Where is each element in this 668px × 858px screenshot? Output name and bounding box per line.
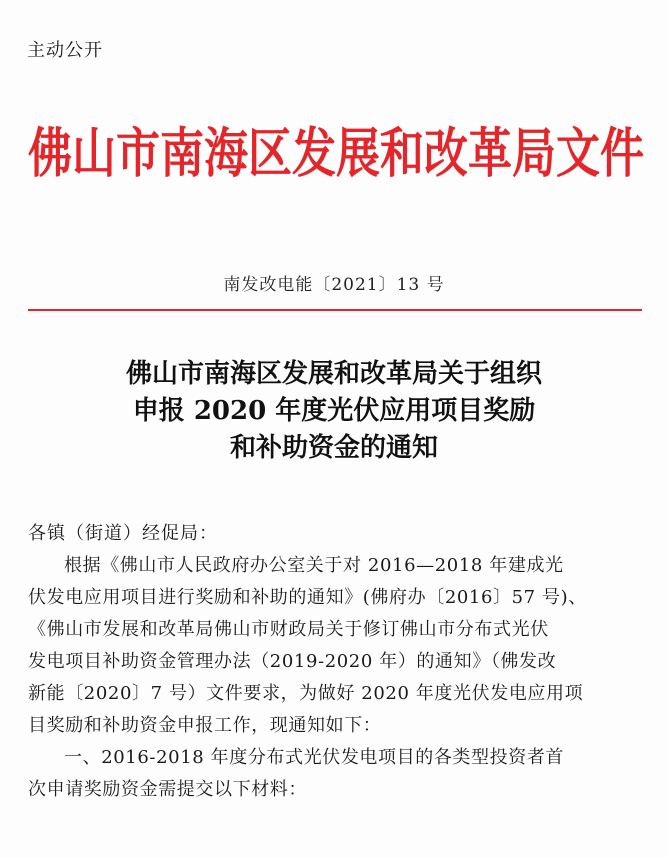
salutation: 各镇（街道）经促局：: [28, 523, 218, 544]
notice-title: [0, 356, 668, 467]
red-divider-line: [28, 309, 642, 311]
paragraph-line: 《佛山市发展和改革局佛山市财政局关于修订佛山市分布式光伏: [28, 619, 549, 640]
disclosure-label: 主动公开: [27, 40, 103, 61]
paragraph-line: 伏发电应用项目进行奖励和补助的通知》(佛府办〔2016〕57 号)、: [28, 587, 587, 608]
paragraph-line: 根据《佛山市人民政府办公室关于对 2016—2018 年建成光: [64, 555, 564, 576]
title-line-3: 和补助资金的通知: [229, 433, 438, 463]
document-number: 南发改电能〔2021〕13 号: [223, 275, 445, 295]
issuer-heading: 佛山市南海区发展和改革局文件: [28, 122, 644, 186]
document-body: [28, 518, 640, 806]
paragraph-line: 发电项目补助资金管理办法（2019-2020 年）的通知》（佛发改: [28, 651, 557, 672]
paragraph-line: 次申请奖励资金需提交以下材料：: [28, 779, 307, 800]
paragraph-line: 新能〔2020〕7 号）文件要求，为做好 2020 年度光伏发电应用项: [28, 683, 584, 704]
title-line-2: 申报 2020 年度光伏应用项目奖励: [132, 396, 536, 426]
paragraph-item-one: [28, 742, 640, 806]
paragraph-basis: [28, 550, 640, 742]
title-line-1: 佛山市南海区发展和改革局关于组织: [125, 359, 542, 389]
paragraph-line: 一、2016-2018 年度分布式光伏发电项目的各类型投资者首: [64, 747, 565, 768]
paragraph-line: 目奖励和补助资金申报工作，现通知如下：: [28, 715, 382, 736]
